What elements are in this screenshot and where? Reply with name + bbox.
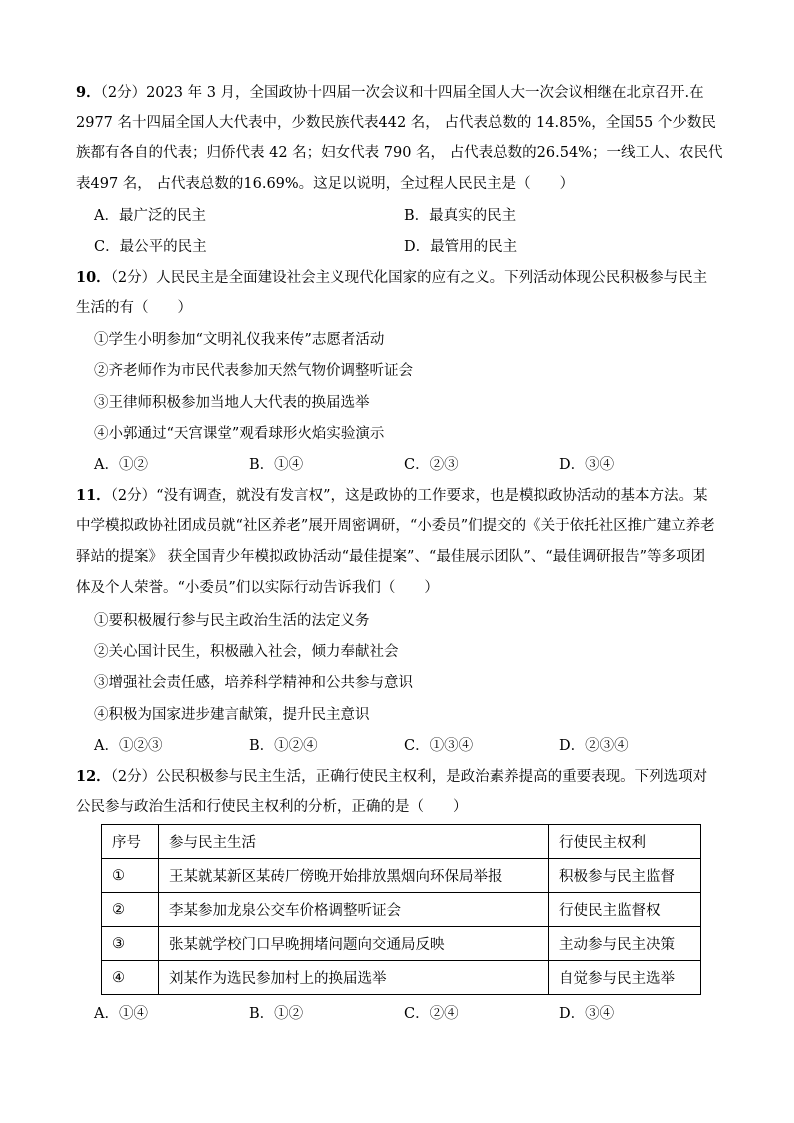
q12-line-1: [76, 767, 707, 787]
table-cell: 主动参与民主决策: [549, 927, 701, 961]
q11-option-b[interactable]: B．①②④: [249, 738, 318, 754]
table-row: [102, 859, 701, 893]
q9-option-c[interactable]: C．最公平的民主: [94, 239, 207, 255]
q10-number: 10．: [76, 269, 111, 286]
q10-option-b[interactable]: B．①④: [249, 457, 304, 473]
q10-item-1: ①学生小明参加“文明礼仪我来传”志愿者活动: [94, 332, 385, 348]
table-cell: ④: [102, 961, 159, 995]
q12-number: 12．: [76, 768, 111, 785]
q11-item-2: ②关心国计民生，积极融入社会，倾力奉献社会: [94, 644, 399, 660]
q11-line-3: 驿站的提案》 获全国青少年模拟政协活动“最佳提案”、“最佳展示团队”、“最佳调研报告”等多项团: [76, 549, 706, 565]
q11-options: [94, 736, 714, 756]
table-cell: 自觉参与民主选举: [549, 961, 701, 995]
q11-option-d[interactable]: D．②③④: [559, 738, 629, 754]
q11-line-1: [76, 486, 708, 506]
q11-item-3: ③增强社会责任感，培养科学精神和公共参与意识: [94, 675, 413, 691]
q11-item-4: ④积极为国家进步建言献策，提升民主意识: [94, 707, 370, 723]
q11-line-4: 体及个人荣誉。“小委员”们以实际行动告诉我们（ ）: [76, 580, 439, 596]
q12-option-d[interactable]: D．③④: [559, 1006, 615, 1022]
q12-line-2: 公民参与政治生活和行使民主权利的分析，正确的是（ ）: [76, 799, 468, 815]
q11-option-c[interactable]: C．①③④: [404, 738, 474, 754]
q11-number: 11．: [76, 487, 111, 504]
q11-line-2: 中学模拟政协社团成员就“社区养老”展开周密调研，“小委员”们提交的《关于依托社区推广建立养老: [76, 518, 715, 534]
q10-option-d[interactable]: D．③④: [559, 457, 615, 473]
table-cell: 张某就学校门口早晚拥堵问题向交通局反映: [159, 927, 549, 961]
q10-text-1: 人民民主是全面建设社会主义现代化国家的应有之义。下列活动体现公民积极参与民主: [156, 270, 708, 286]
q10-options: [94, 455, 714, 475]
q11-text-1: “没有调查，就没有发言权”，这是政协的工作要求，也是模拟政协活动的基本方法。某: [156, 488, 708, 504]
q12-option-b[interactable]: B．①②: [249, 1006, 304, 1022]
table-header-cell: 序号: [102, 825, 159, 859]
table-row: [102, 927, 701, 961]
q9-number: 9．: [76, 84, 101, 101]
q11-score: （2分）: [110, 488, 157, 504]
q9-line-3: 族都有各自的代表；归侨代表 42 名；妇女代表 790 名， 占代表总数的26.54%；一线工人、农民代: [76, 145, 723, 161]
q11-option-a[interactable]: A．①②③: [94, 738, 163, 754]
table-cell: 李某参加龙泉公交车价格调整听证会: [159, 893, 549, 927]
q12-option-c[interactable]: C．②④: [404, 1006, 459, 1022]
q12-table: [101, 824, 701, 995]
q9-line-4: 表497 名， 占代表总数的16.69%。这足以说明，全过程人民民主是（ ）: [76, 176, 575, 192]
q9-score: （2分）: [100, 85, 147, 101]
table-header-cell: 行使民主权利: [549, 825, 701, 859]
table-row: [102, 893, 701, 927]
q9-text-1: 2023 年 3 月，全国政协十四届一次会议和十四届全国人大一次会议相继在北京召开.在: [146, 85, 704, 101]
q9-option-b[interactable]: B．最真实的民主: [404, 208, 517, 224]
table-header-row: [102, 825, 701, 859]
q10-item-4: ④小郭通过“天宫课堂”观看球形火焰实验演示: [94, 426, 385, 442]
q10-option-c[interactable]: C．②③: [404, 457, 459, 473]
q11-item-1: ①要积极履行参与民主政治生活的法定义务: [94, 613, 370, 629]
table-cell: 积极参与民主监督: [549, 859, 701, 893]
q12-options: [94, 1004, 714, 1024]
q10-item-3: ③王律师积极参加当地人大代表的换届选举: [94, 395, 370, 411]
table-cell: ③: [102, 927, 159, 961]
q9-options-row-1: [94, 206, 714, 226]
q9-options-row-2: [94, 237, 714, 257]
q10-item-2: ②齐老师作为市民代表参加天然气物价调整听证会: [94, 363, 413, 379]
q9-option-d[interactable]: D．最管用的民主: [404, 239, 518, 255]
table-cell: ②: [102, 893, 159, 927]
table-cell: 刘某作为选民参加村上的换届选举: [159, 961, 549, 995]
q9-line-1: [76, 83, 704, 103]
q12-score: （2分）: [110, 769, 157, 785]
q9-line-2: 2977 名十四届全国人大代表中，少数民族代表442 名， 占代表总数的 14.85%，全国55 个少数民: [76, 115, 716, 131]
q9-option-a[interactable]: A．最广泛的民主: [94, 208, 206, 224]
table-cell: 行使民主监督权: [549, 893, 701, 927]
q10-option-a[interactable]: A．①②: [94, 457, 148, 473]
table-header-cell: 参与民主生活: [159, 825, 549, 859]
table-row: [102, 961, 701, 995]
q10-line-1: [76, 268, 707, 288]
q12-text-1: 公民积极参与民主生活，正确行使民主权利，是政治素养提高的重要表现。下列选项对: [156, 769, 708, 785]
q12-option-a[interactable]: A．①④: [94, 1006, 148, 1022]
table-cell: ①: [102, 859, 159, 893]
q10-line-2: 生活的有（ ）: [76, 300, 192, 316]
q10-score: （2分）: [110, 270, 157, 286]
table-cell: 王某就某新区某砖厂傍晚开始排放黑烟向环保局举报: [159, 859, 549, 893]
